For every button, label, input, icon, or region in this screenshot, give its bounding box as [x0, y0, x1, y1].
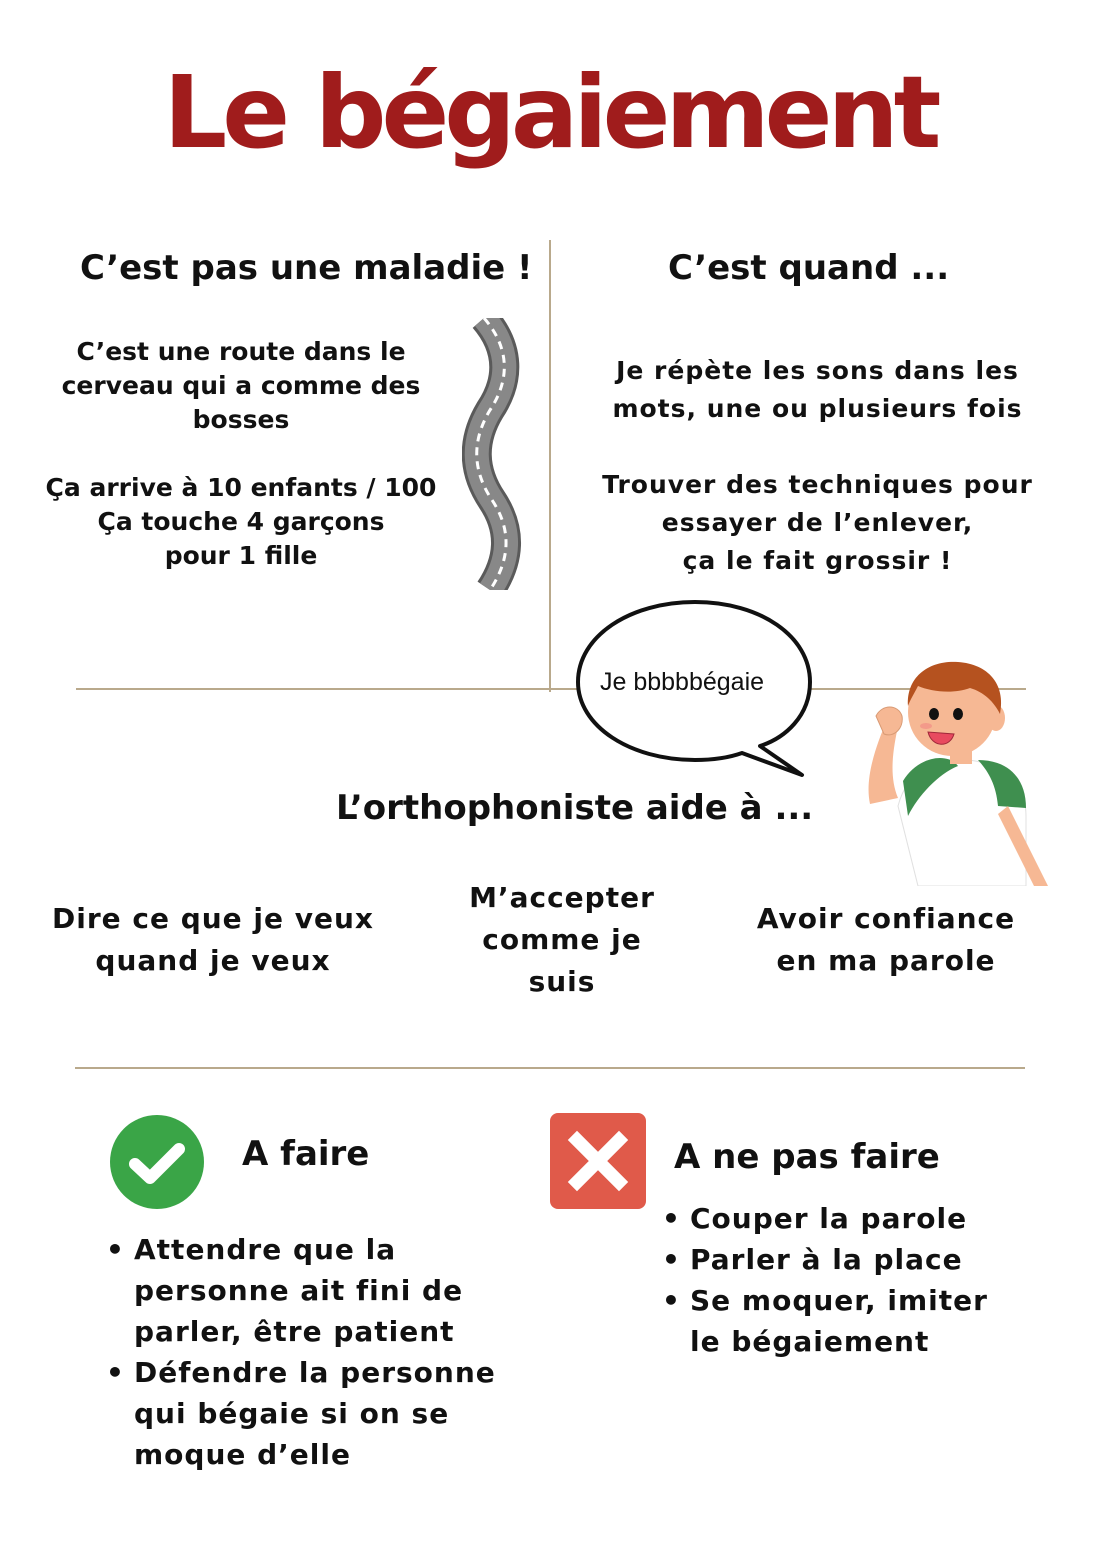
- do-list: [106, 1229, 526, 1475]
- list-item: • Attendre que la personne ait fini de parler, être patient: [134, 1229, 526, 1352]
- list-item: • Couper la parole: [690, 1198, 1082, 1239]
- horizontal-divider-bottom: [75, 1067, 1025, 1069]
- dont-list: [662, 1198, 1082, 1362]
- left-paragraph-1: C’est une route dans le cerveau qui a comme des bosses: [61, 337, 421, 434]
- speech-bubble-text: Je bbbbbégaie: [600, 668, 765, 696]
- ortho-heading: L’orthophoniste aide à ...: [336, 788, 814, 828]
- do-heading: A faire: [242, 1134, 370, 1174]
- list-item: • Défendre la personne qui bégaie si on se moque d’elle: [134, 1352, 526, 1475]
- winding-road-icon: [462, 318, 522, 590]
- left-heading: C’est pas une maladie !: [80, 248, 533, 288]
- vertical-divider: [549, 240, 551, 692]
- page-title: Le bégaiement: [163, 54, 937, 171]
- red-cross-icon: [550, 1113, 646, 1209]
- list-item: • Se moquer, imiter le bégaiement: [690, 1280, 1082, 1362]
- dont-heading: A ne pas faire: [674, 1137, 940, 1177]
- ortho-item-1: Dire ce que je veux quand je veux: [51, 902, 374, 977]
- list-item: • Parler à la place: [690, 1239, 1082, 1280]
- left-paragraph-2: Ça arrive à 10 enfants / 100 Ça touche 4 garçons pour 1 fille: [45, 473, 437, 570]
- right-paragraph-2: Trouver des techniques pour essayer de l’enlever, ça le fait grossir !: [602, 470, 1033, 575]
- ortho-item-2: M’accepter comme je suis: [469, 881, 655, 998]
- ortho-item-3: Avoir confiance en ma parole: [756, 902, 1016, 977]
- boy-calling-out-illustration: [858, 656, 1058, 886]
- green-check-icon: [109, 1114, 205, 1210]
- right-paragraph-1: Je répète les sons dans les mots, une ou plusieurs fois: [612, 356, 1023, 423]
- right-heading: C’est quand ...: [668, 248, 950, 288]
